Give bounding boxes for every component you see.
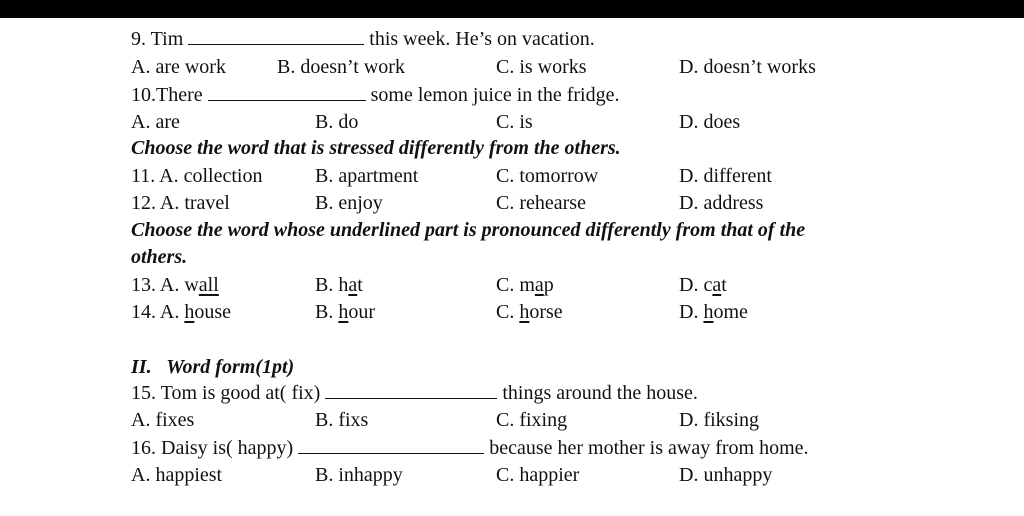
- q13-option-c[interactable]: [496, 273, 554, 297]
- q16-option-b[interactable]: B. inhappy: [315, 464, 403, 486]
- stress-section-heading: Choose the word that is stressed differently from the others.: [131, 137, 621, 159]
- q14-d-rest: ome: [713, 301, 748, 323]
- pronunciation-section-heading-line1: Choose the word whose underlined part is pronounced differently from that of the: [131, 219, 806, 241]
- q14-a-underlined: h: [184, 301, 195, 323]
- q10-stem-end: some lemon juice in the fridge.: [370, 84, 620, 106]
- q15-stem-end: things around the house.: [502, 382, 698, 404]
- q15-option-d[interactable]: D. fiksing: [679, 409, 759, 431]
- q13-d-underlined: a: [712, 274, 722, 296]
- q16-option-a[interactable]: A. happiest: [131, 464, 223, 486]
- q14-b-rest: our: [348, 301, 376, 323]
- q15-option-c[interactable]: C. fixing: [496, 409, 568, 431]
- q12-option-b[interactable]: B. enjoy: [315, 192, 383, 214]
- q14-c-text: C.: [496, 301, 520, 323]
- q16-option-d[interactable]: D. unhappy: [679, 464, 773, 486]
- q9-stem-end: this week. He’s on vacation.: [369, 28, 595, 50]
- q11-option-c[interactable]: C. tomorrow: [496, 165, 599, 187]
- q13-c-rest: p: [543, 274, 554, 296]
- q10-option-c[interactable]: C. is: [496, 111, 533, 133]
- q13-b-rest: t: [357, 274, 363, 296]
- q10-option-b[interactable]: B. do: [315, 111, 359, 133]
- q14-d-text: D.: [679, 301, 704, 323]
- pronunciation-section-heading-line2: others.: [131, 246, 188, 268]
- q11-option-b[interactable]: B. apartment: [315, 165, 419, 187]
- section-2-heading: II. Word form(1pt): [131, 356, 295, 378]
- q9-answer-blank[interactable]: [188, 28, 364, 45]
- q13-option-d[interactable]: [679, 273, 727, 297]
- top-black-bar: [0, 0, 1024, 18]
- q13-c-underlined: a: [534, 274, 544, 296]
- question-16-stem: [131, 436, 809, 460]
- q9-option-b[interactable]: B. doesn’t work: [277, 56, 405, 78]
- q14-b-text: B.: [315, 301, 339, 323]
- q14-option-a[interactable]: [131, 300, 231, 324]
- q13-b-text: B. h: [315, 274, 349, 296]
- q13-a-text: 13. A. w: [131, 274, 199, 296]
- q10-option-d[interactable]: D. does: [679, 111, 741, 133]
- q9-option-d[interactable]: D. doesn’t works: [679, 56, 816, 78]
- q13-option-b[interactable]: [315, 273, 363, 297]
- q12-option-d[interactable]: D. address: [679, 192, 764, 214]
- q14-option-d[interactable]: [679, 300, 748, 324]
- q15-stem-start: 15. Tom is good at( fix): [131, 382, 321, 404]
- question-10-stem: [131, 83, 619, 107]
- q14-c-rest: orse: [529, 301, 563, 323]
- q12-option-a[interactable]: 12. A. travel: [131, 192, 230, 214]
- q15-option-b[interactable]: B. fixs: [315, 409, 369, 431]
- q16-option-c[interactable]: C. happier: [496, 464, 580, 486]
- q11-option-d[interactable]: D. different: [679, 165, 772, 187]
- question-15-stem: [131, 381, 698, 405]
- q13-d-rest: t: [721, 274, 727, 296]
- q10-answer-blank[interactable]: [208, 84, 366, 101]
- q12-option-c[interactable]: C. rehearse: [496, 192, 586, 214]
- q14-c-underlined: h: [519, 301, 530, 323]
- q13-c-text: C. m: [496, 274, 535, 296]
- q15-option-a[interactable]: A. fixes: [131, 409, 195, 431]
- question-9-stem: [131, 27, 595, 51]
- q13-b-underlined: a: [348, 274, 358, 296]
- q13-d-text: D. c: [679, 274, 713, 296]
- q14-a-rest: ouse: [194, 301, 232, 323]
- q16-stem-end: because her mother is away from home.: [489, 437, 809, 459]
- q14-a-text: 14. A.: [131, 301, 185, 323]
- q11-option-a[interactable]: 11. A. collection: [131, 165, 263, 187]
- q13-option-a[interactable]: [131, 273, 219, 297]
- q14-option-b[interactable]: [315, 300, 375, 324]
- q13-a-underlined: all: [198, 274, 219, 296]
- q15-answer-blank[interactable]: [325, 382, 497, 399]
- q9-stem-start: 9. Tim: [131, 28, 184, 50]
- q14-option-c[interactable]: [496, 300, 563, 324]
- q9-option-a[interactable]: A. are work: [131, 56, 226, 78]
- q16-stem-start: 16. Daisy is( happy): [131, 437, 294, 459]
- q16-answer-blank[interactable]: [298, 437, 484, 454]
- q14-d-underlined: h: [703, 301, 714, 323]
- q9-option-c[interactable]: C. is works: [496, 56, 587, 78]
- q10-option-a[interactable]: A. are: [131, 111, 180, 133]
- q10-stem-start: 10.There: [131, 84, 203, 106]
- q14-b-underlined: h: [338, 301, 349, 323]
